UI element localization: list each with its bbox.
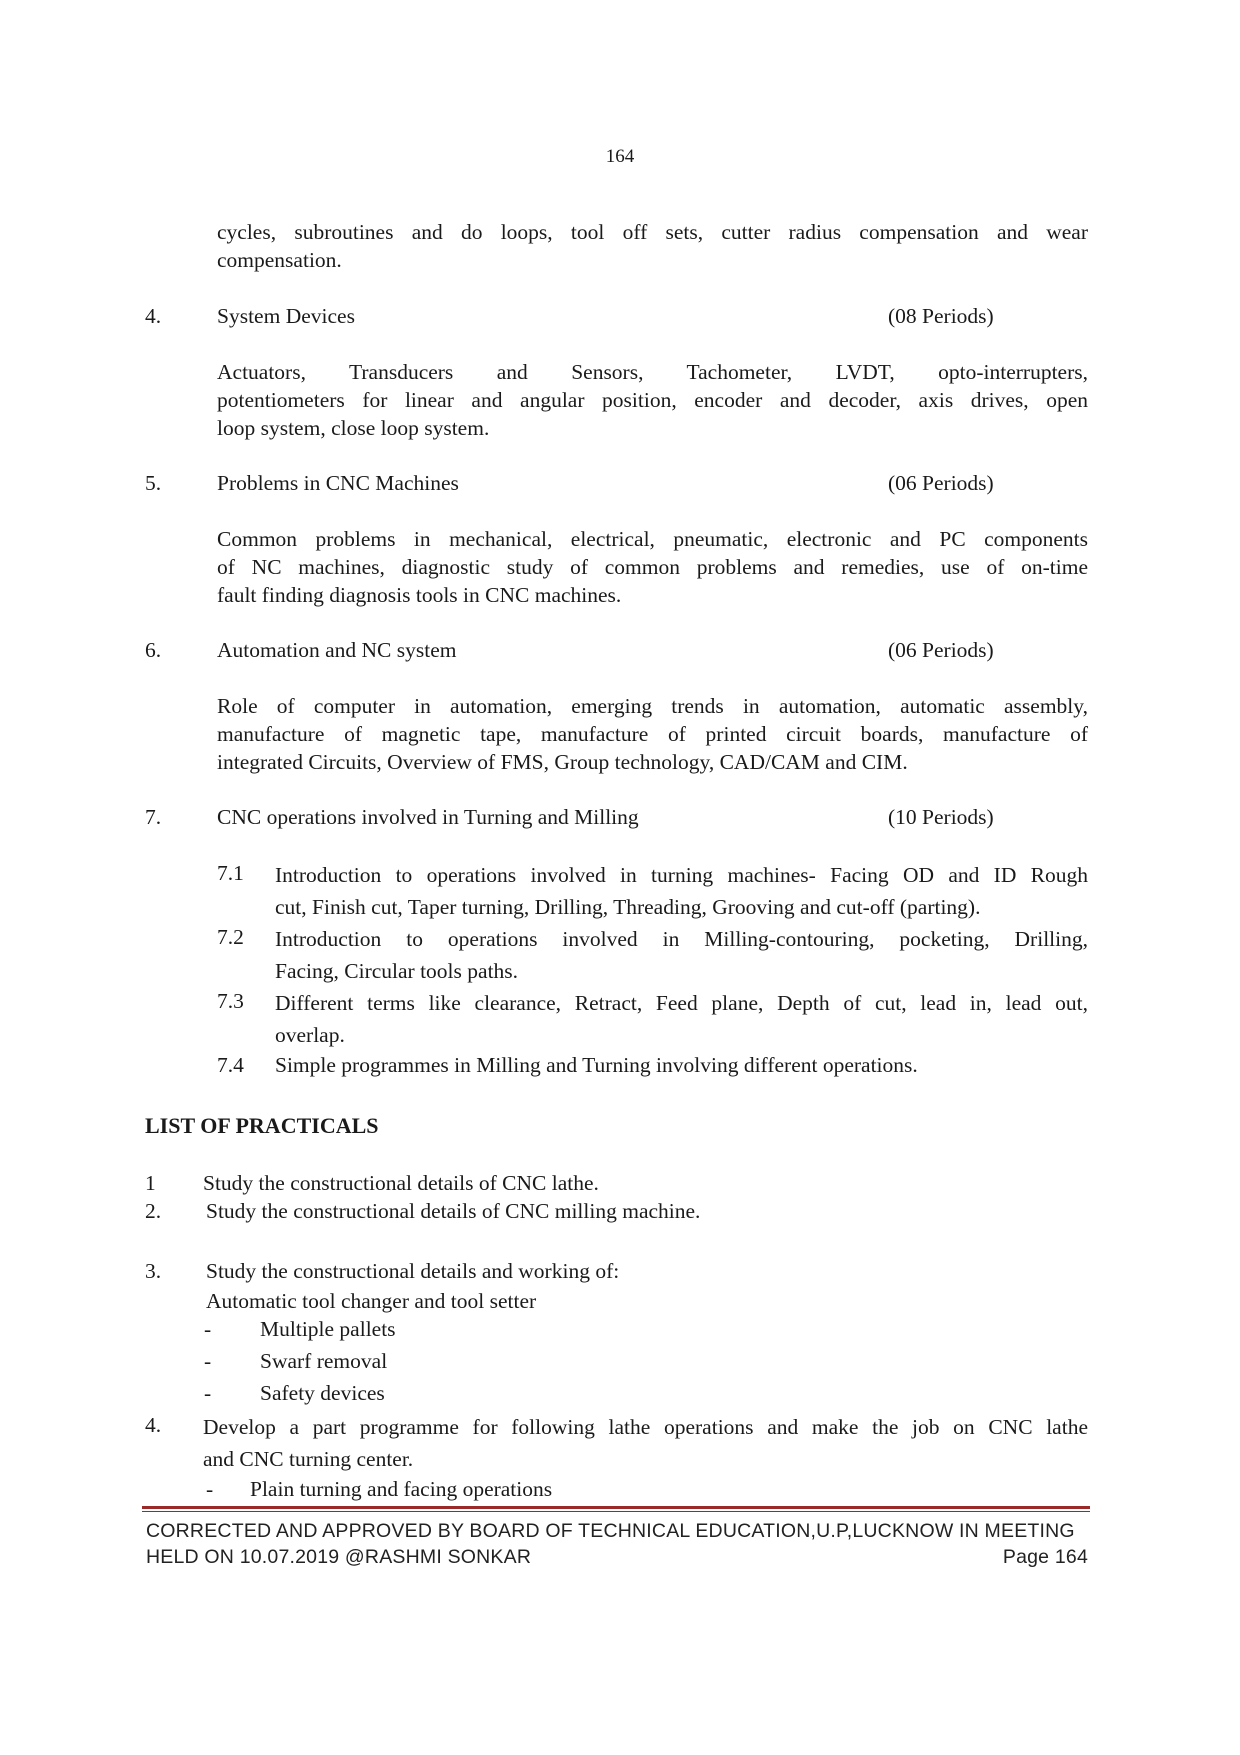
intro-line: cycles, subroutines and do loops, tool off sets, cutter radius compensation and wear: [217, 220, 1088, 244]
footer-page-label: Page 164: [1002, 1546, 1088, 1568]
bullet-dash: -: [204, 1349, 212, 1373]
practical-line: and CNC turning center.: [203, 1447, 414, 1471]
section-number: 4.: [145, 304, 162, 328]
subitem-number: 7.3: [217, 989, 244, 1013]
paragraph-line: manufacture of magnetic tape, manufacture of printed circuit boards, manufacture of: [217, 722, 1088, 746]
footer-line: HELD ON 10.07.2019 @RASHMI SONKAR: [146, 1546, 532, 1568]
subitem-line: Different terms like clearance, Retract, Feed plane, Depth of cut, lead in, lead out,: [275, 991, 1088, 1015]
bullet-dash: -: [206, 1477, 214, 1501]
paragraph-line: fault finding diagnosis tools in CNC machines.: [217, 583, 622, 607]
subitem-number: 7.1: [217, 861, 244, 885]
bullet-dash: -: [204, 1317, 212, 1341]
practical-number: 3.: [145, 1259, 162, 1283]
paragraph-line: Actuators, Transducers and Sensors, Tachometer, LVDT, opto-interrupters,: [217, 360, 1088, 384]
practical-text: [203, 1411, 1088, 1475]
paragraph-line: Common problems in mechanical, electrical, pneumatic, electronic and PC components: [217, 527, 1088, 551]
subitem-text: [275, 1051, 1088, 1079]
intro-paragraph: [217, 218, 1088, 274]
subitem-line: Introduction to operations involved in Milling-contouring, pocketing, Drilling,: [275, 927, 1088, 951]
section-title: Automation and NC system: [217, 638, 457, 662]
practical-text: Study the constructional details of CNC lathe.: [203, 1171, 599, 1195]
section-paragraph: [217, 692, 1088, 776]
footer-rule: [142, 1511, 1090, 1512]
practical-subline: Automatic tool changer and tool setter: [206, 1289, 537, 1313]
practical-text: Study the constructional details and working of:: [206, 1259, 620, 1283]
practicals-heading: LIST OF PRACTICALS: [145, 1113, 379, 1138]
section-number: 7.: [145, 805, 162, 829]
subitem-line: Simple programmes in Milling and Turning involving different operations.: [275, 1053, 918, 1077]
practical-number: 4.: [145, 1413, 162, 1437]
section-paragraph: [217, 358, 1088, 442]
practical-number: 2.: [145, 1199, 162, 1223]
section-periods: (06 Periods): [888, 471, 994, 495]
practical-number: 1: [145, 1171, 156, 1195]
paragraph-line: potentiometers for linear and angular position, encoder and decoder, axis drives, open: [217, 388, 1088, 412]
section-title: Problems in CNC Machines: [217, 471, 459, 495]
subitem-text: [275, 987, 1088, 1051]
subitem-line: Introduction to operations involved in turning machines- Facing OD and ID Rough: [275, 863, 1088, 887]
paragraph-line: Role of computer in automation, emerging trends in automation, automatic assembly,: [217, 694, 1088, 718]
bullet-text: Plain turning and facing operations: [250, 1477, 553, 1501]
section-periods: (06 Periods): [888, 638, 994, 662]
subitem-text: [275, 923, 1088, 987]
paragraph-line: loop system, close loop system.: [217, 416, 490, 440]
paragraph-line: of NC machines, diagnostic study of common problems and remedies, use of on-time: [217, 555, 1088, 579]
subitem-line: Facing, Circular tools paths.: [275, 959, 519, 983]
bullet-text: Multiple pallets: [260, 1317, 396, 1341]
section-number: 6.: [145, 638, 162, 662]
subitem-number: 7.2: [217, 925, 244, 949]
practical-line: Develop a part programme for following lathe operations and make the job on CNC lathe: [203, 1415, 1088, 1439]
section-title: System Devices: [217, 304, 355, 328]
bullet-text: Swarf removal: [260, 1349, 388, 1373]
bullet-text: Safety devices: [260, 1381, 385, 1405]
intro-line: compensation.: [217, 248, 342, 272]
subitem-line: cut, Finish cut, Taper turning, Drilling, Threading, Grooving and cut-off (parting).: [275, 895, 981, 919]
footer-line: CORRECTED AND APPROVED BY BOARD OF TECHNICAL EDUCATION,U.P,LUCKNOW IN MEETING: [146, 1520, 1075, 1542]
section-periods: (10 Periods): [888, 805, 994, 829]
subitem-line: overlap.: [275, 1023, 345, 1047]
bullet-dash: -: [204, 1381, 212, 1405]
page-number-top: 164: [605, 146, 635, 167]
section-title: CNC operations involved in Turning and Milling: [217, 805, 639, 829]
section-periods: (08 Periods): [888, 304, 994, 328]
footer-rule: [142, 1506, 1090, 1509]
subitem-text: [275, 859, 1088, 923]
section-paragraph: [217, 525, 1088, 609]
practical-text: Study the constructional details of CNC milling machine.: [206, 1199, 701, 1223]
paragraph-line: integrated Circuits, Overview of FMS, Group technology, CAD/CAM and CIM.: [217, 750, 908, 774]
section-number: 5.: [145, 471, 162, 495]
subitem-number: 7.4: [217, 1053, 244, 1077]
